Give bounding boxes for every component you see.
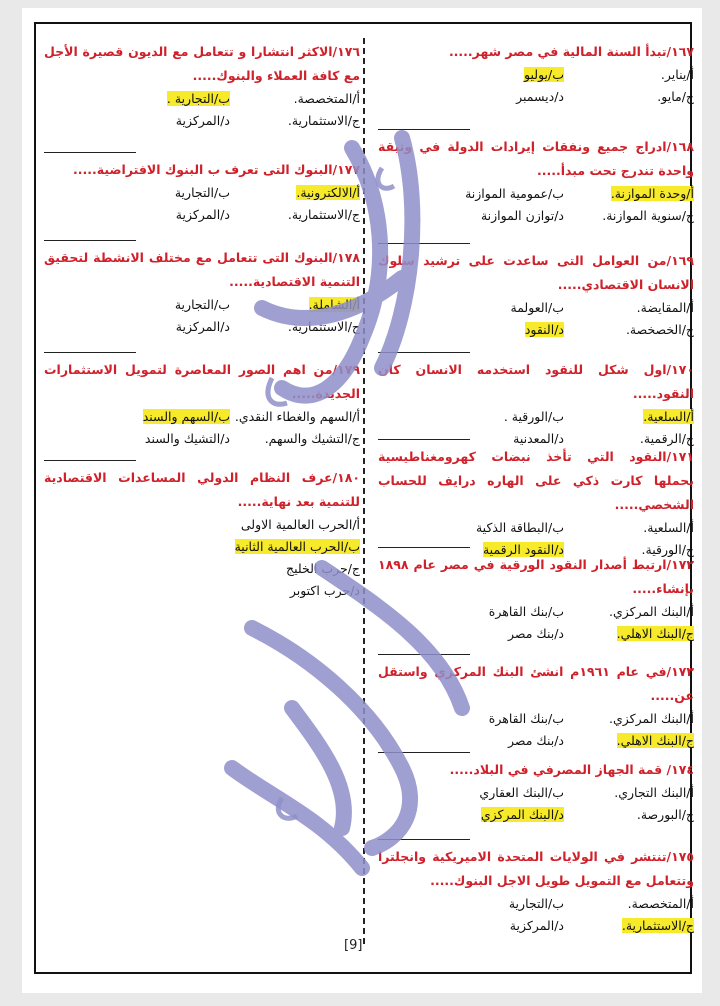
option-row — [44, 316, 360, 338]
question-text: ١٧٣/في عام ١٩٦١م انشئ البنك المركزي واستقل عن..... — [378, 664, 694, 703]
option-row — [44, 88, 360, 110]
option-label: د/المعدنية — [513, 431, 564, 446]
correct-answer-highlight: أ/وحدة الموازنة. — [610, 186, 694, 201]
option-label: أ/السلعية. — [643, 520, 694, 535]
option — [465, 183, 564, 205]
option-row — [378, 297, 694, 319]
question-text: ١٧١/النقود التي تأخذ نبضات كهرومغناطيسية بحملها كارت ذكي على الهاره درايف للحساب الشخصي..... — [378, 449, 694, 512]
option — [176, 110, 230, 132]
question-text: ١٧٤/ قمة الجهاز المصرفي في البلاد..... — [449, 762, 694, 777]
option-row — [378, 915, 694, 937]
option — [481, 804, 564, 826]
question-left-4 — [44, 358, 360, 450]
question-text: ١٨٠/عرف النظام الدولي المساعدات الاقتصادية للتنمية بعد نهاية..... — [44, 470, 360, 509]
option-row — [378, 205, 694, 227]
option-row — [378, 708, 694, 730]
option-label: ب/العولمة — [510, 300, 564, 315]
option — [175, 182, 230, 204]
option-label: أ/البنك التجاري. — [614, 785, 694, 800]
option — [230, 110, 360, 132]
question-left-2 — [44, 158, 360, 226]
option-row — [44, 406, 360, 428]
question-text: ١٦٩/من العوامل التى ساعدت على ترشيد سلوك الانسان الاقتصادي..... — [378, 253, 694, 292]
option — [564, 64, 694, 86]
option — [508, 623, 564, 645]
correct-answer-highlight: ج/البنك الاهلي. — [616, 626, 694, 641]
question-separator — [44, 460, 136, 461]
option — [504, 406, 564, 428]
option — [564, 86, 694, 108]
question-separator — [378, 439, 470, 440]
exam-page — [22, 8, 702, 993]
option-label: ب/التجارية — [174, 297, 230, 312]
option — [510, 915, 564, 937]
option — [175, 294, 230, 316]
question-text: ١٧٧/البنوك التى تعرف ب البنوك الافتراضية..... — [73, 162, 360, 177]
question-text: ١٧٩/من اهم الصور المعاصرة لتمويل الاستثمارات الجديدة..... — [44, 362, 360, 401]
option-label: أ/السهم والغطاء النقدي. — [234, 409, 360, 424]
option — [143, 406, 230, 428]
option — [489, 601, 564, 623]
answer-options — [44, 88, 360, 132]
question-separator — [378, 752, 470, 753]
option — [564, 708, 694, 730]
question-separator — [378, 839, 470, 840]
option — [564, 205, 694, 227]
option-label: د/المركزية — [175, 319, 230, 334]
question-right-3 — [378, 249, 694, 341]
option — [564, 406, 694, 428]
option-label: د/المركزية — [509, 918, 564, 933]
question-left-5 — [44, 466, 360, 602]
question-right-9 — [378, 845, 694, 937]
correct-answer-highlight: ب/السهم والسند — [142, 409, 230, 424]
option-label: ج/سنوية الموازنة. — [602, 208, 694, 223]
question-separator — [378, 129, 470, 130]
answer-options — [378, 64, 694, 108]
option — [230, 204, 360, 226]
option — [564, 915, 694, 937]
option — [167, 88, 230, 110]
option-label: د/ديسمبر — [516, 89, 564, 104]
answer-options — [378, 782, 694, 826]
option-row — [378, 623, 694, 645]
correct-answer-highlight: أ/الالكترونية. — [296, 185, 360, 200]
option — [564, 623, 694, 645]
option-label: ج/مايو. — [657, 89, 694, 104]
option-row — [378, 804, 694, 826]
option — [516, 86, 564, 108]
page-number: [9] — [344, 938, 363, 953]
option-label: ج/الاستثمارية. — [287, 319, 360, 334]
option-row — [378, 319, 694, 341]
answer-options — [378, 183, 694, 227]
option-row — [44, 428, 360, 450]
correct-answer-highlight: ب/يوليو — [524, 67, 564, 82]
correct-answer-highlight: ج/البنك الاهلي. — [616, 733, 694, 748]
question-right-4 — [378, 358, 694, 450]
option-label: ب/عمومية الموازنة — [465, 186, 564, 201]
option — [564, 183, 694, 205]
question-left-3 — [44, 246, 360, 338]
option-label: ب/البطاقة الذكية — [475, 520, 564, 535]
option — [44, 514, 360, 536]
option-row — [378, 64, 694, 86]
option — [524, 64, 564, 86]
option-row — [378, 893, 694, 915]
option — [176, 316, 230, 338]
option-row — [44, 182, 360, 204]
question-text: ١٧٢/ارتبط أصدار النقود الورقية في مصر عام ١٨٩٨ بإنشاء..... — [378, 557, 694, 596]
column-divider — [363, 38, 365, 944]
option — [176, 204, 230, 226]
option — [564, 782, 694, 804]
question-separator — [44, 352, 136, 353]
option-label: ب/بنك القاهرة — [488, 604, 564, 619]
question-separator — [378, 547, 470, 548]
question-separator — [378, 352, 470, 353]
option — [481, 205, 564, 227]
option — [44, 558, 360, 580]
option-label: أ/المتخصصة. — [293, 91, 360, 106]
option-row — [44, 110, 360, 132]
option — [145, 428, 230, 450]
option — [44, 536, 360, 558]
question-separator — [378, 243, 470, 244]
option-label: ج/التشيك والسهم. — [264, 431, 360, 446]
option — [564, 893, 694, 915]
option — [564, 601, 694, 623]
option-label: ب/التجارية — [508, 896, 564, 911]
question-text: ١٦٧/تبدأ السنة المالية في مصر شهر..... — [448, 44, 694, 59]
question-right-1 — [378, 40, 694, 108]
option — [230, 182, 360, 204]
question-right-7 — [378, 660, 694, 752]
answer-options — [44, 514, 360, 602]
question-text: ١٧٨/البنوك التى تتعامل مع مختلف الانشطة لتحقيق التنمية الاقتصادية..... — [44, 250, 360, 289]
option-label: د/حرب اكتوبر — [289, 583, 360, 598]
question-separator — [44, 240, 136, 241]
option-label: ج/الورقية. — [641, 542, 694, 557]
option — [564, 730, 694, 752]
option — [508, 730, 564, 752]
option-label: ب/البنك العقاري — [479, 785, 564, 800]
option-label: د/توازن الموازنة — [480, 208, 564, 223]
option-label: ج/الاستثمارية. — [287, 113, 360, 128]
option — [44, 580, 360, 602]
option-label: أ/المقايضة. — [636, 300, 694, 315]
option — [525, 319, 564, 341]
question-separator — [44, 152, 136, 153]
option-label: د/بنك مصر — [508, 733, 564, 748]
option-label: ج/الاستثمارية. — [287, 207, 360, 222]
option-row — [378, 183, 694, 205]
option-label: د/المركزية — [175, 113, 230, 128]
question-right-2 — [378, 135, 694, 227]
option-label: ج/حرب الخليج — [286, 561, 360, 576]
option — [476, 517, 564, 539]
option — [230, 406, 360, 428]
option-row — [378, 86, 694, 108]
option-label: ب/الورقية . — [503, 409, 564, 424]
option — [511, 297, 565, 319]
option-label: ج/الخصخصة. — [625, 322, 694, 337]
option-label: ب/التجارية — [174, 185, 230, 200]
option-row — [44, 204, 360, 226]
question-text: ١٧٥/تنتشر في الولايات المتحدة الاميريكية وانجلترا وتتعامل مع التمويل طويل الاجل البنوك..... — [378, 849, 694, 888]
option-label: د/التشيك والسند — [144, 431, 230, 446]
answer-options — [378, 406, 694, 450]
question-right-8 — [378, 758, 694, 826]
option — [489, 708, 564, 730]
question-right-5 — [378, 445, 694, 561]
option — [564, 297, 694, 319]
option — [230, 428, 360, 450]
option-row — [378, 730, 694, 752]
correct-answer-highlight: د/البنك المركزي — [480, 807, 564, 822]
option — [564, 517, 694, 539]
option-label: ج/البورصة. — [636, 807, 694, 822]
option — [564, 804, 694, 826]
question-right-6 — [378, 553, 694, 645]
question-text: ١٦٨/ادراج جميع ونفقات إيرادات الدولة في وثيقة واحدة تندرج تحت مبدأ..... — [378, 139, 694, 178]
option-label: د/المركزية — [175, 207, 230, 222]
answer-options — [378, 893, 694, 937]
option-label: أ/البنك المركزي. — [608, 604, 694, 619]
correct-answer-highlight: ب/التجارية . — [166, 91, 230, 106]
option-label: أ/يناير. — [660, 67, 694, 82]
question-text: ١٧٦/الاكثر انتشارا و تتعامل مع الديون قصيرة الأجل مع كافة العملاء والبنوك..... — [44, 44, 360, 83]
option-label: د/بنك مصر — [508, 626, 564, 641]
correct-answer-highlight: ج/الاستثمارية. — [621, 918, 694, 933]
option — [230, 294, 360, 316]
option-row — [378, 601, 694, 623]
correct-answer-highlight: ب/الحرب العالمية الثانية — [234, 539, 360, 554]
option-label: أ/المتخصصة. — [627, 896, 694, 911]
answer-options — [44, 182, 360, 226]
option-row — [378, 782, 694, 804]
correct-answer-highlight: د/النقود — [524, 322, 564, 337]
option-label: ب/بنك القاهرة — [488, 711, 564, 726]
option — [230, 88, 360, 110]
option — [564, 319, 694, 341]
question-separator — [378, 654, 470, 655]
question-text: ١٧٠/اول شكل للنقود استخدمه الانسان كان النقود..... — [378, 362, 694, 401]
option-label: أ/الحرب العالمية الاولى — [240, 517, 360, 532]
answer-options — [44, 294, 360, 338]
option — [479, 782, 564, 804]
answer-options — [378, 297, 694, 341]
question-left-1 — [44, 40, 360, 132]
correct-answer-highlight: أ/السلعية. — [643, 409, 694, 424]
option-row — [378, 406, 694, 428]
option — [230, 316, 360, 338]
option-row — [378, 517, 694, 539]
option-label: ج/الرقمية. — [639, 431, 694, 446]
correct-answer-highlight: أ/الشاملة. — [308, 297, 360, 312]
option-row — [44, 294, 360, 316]
answer-options — [378, 601, 694, 645]
answer-options — [378, 708, 694, 752]
correct-answer-highlight: د/النقود الرقمية — [482, 542, 564, 557]
option-label: أ/البنك المركزي. — [608, 711, 694, 726]
option — [509, 893, 564, 915]
answer-options — [44, 406, 360, 450]
